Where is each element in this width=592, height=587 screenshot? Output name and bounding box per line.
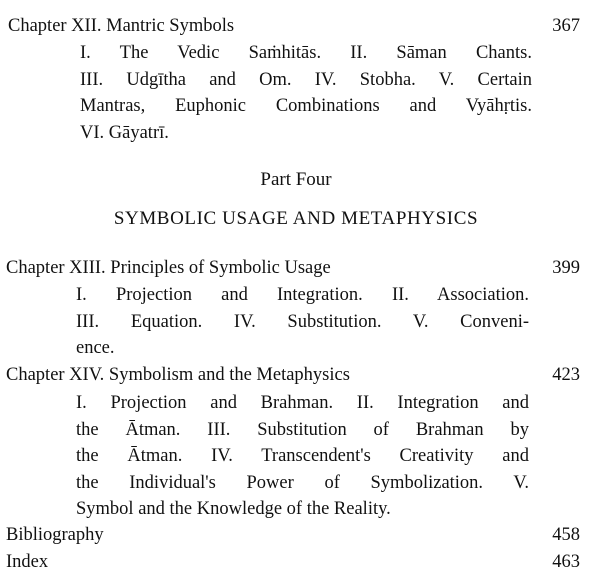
- section-line: I. The Vedic Saṁhitās. II. Sāman Chants.: [80, 43, 532, 63]
- chapter-xiii-page: 399: [552, 258, 580, 278]
- part-title: SYMBOLIC USAGE AND METAPHYSICS: [113, 208, 479, 229]
- section-line: III. Udgītha and Om. IV. Stobha. V. Certain: [80, 69, 532, 90]
- chapter-xii-sections: [80, 40, 532, 146]
- chapter-xiv-sections: [76, 390, 529, 523]
- part-label: Part Four: [260, 169, 332, 190]
- section-line: the Individual's Power of Symbolization. V.: [76, 472, 529, 493]
- bibliography-title: Bibliography: [6, 525, 104, 545]
- section-line: I. Projection and Integration. II. Association.: [76, 285, 529, 305]
- chapter-xiii-sections: [76, 282, 529, 362]
- chapter-xiii-title: Chapter XIII. Principles of Symbolic Usage: [6, 258, 331, 278]
- bibliography-page: 458: [552, 525, 580, 545]
- section-line: VI. Gāyatrī.: [80, 122, 169, 143]
- section-line: the Ātman. IV. Transcendent's Creativity and: [76, 446, 529, 466]
- chapter-xii-page: 367: [552, 16, 580, 36]
- chapter-xii-title: Chapter XII. Mantric Symbols: [8, 16, 235, 36]
- section-line: Symbol and the Knowledge of the Reality.: [76, 499, 391, 519]
- index-page: 463: [552, 552, 580, 572]
- chapter-xiv-page: 423: [552, 365, 580, 385]
- chapter-xiv-title: Chapter XIV. Symbolism and the Metaphysics: [6, 365, 350, 385]
- section-line: Mantras, Euphonic Combinations and Vyāhṛtis.: [80, 96, 532, 116]
- section-line: III. Equation. IV. Substitution. V. Conveni-: [76, 311, 529, 332]
- section-line: ence.: [76, 338, 115, 358]
- index-title: Index: [6, 552, 49, 572]
- section-line: I. Projection and Brahman. II. Integration and: [76, 393, 529, 413]
- section-line: the Ātman. III. Substitution of Brahman by: [76, 419, 529, 440]
